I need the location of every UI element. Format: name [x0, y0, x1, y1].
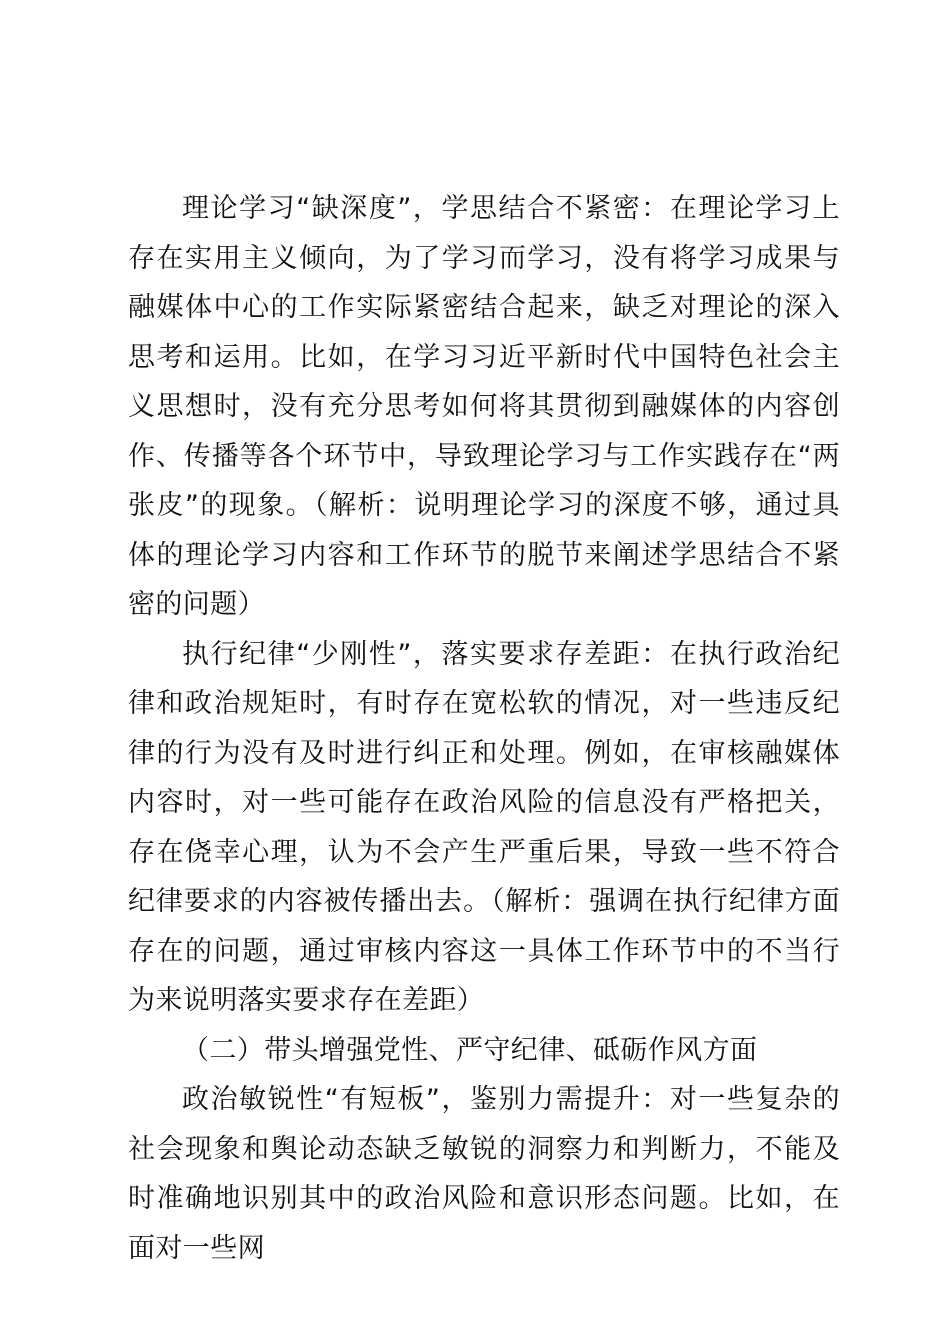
section-heading: （二）带头增强党性、严守纪律、砥砺作风方面 — [182, 1034, 758, 1066]
document-body — [128, 184, 840, 1273]
paragraph-discipline: 执行纪律“少刚性”，落实要求存差距：在执行政治纪律和政治规矩时，有时存在宽松软的情况，对一些违反纪律的行为没有及时进行纠正和处理。例如，在审核融媒体内容时，对一些可能存在政治风险的信息没有严格把关，存在侥幸心理，认为不会产生严重后果，导致一些不符合纪律要求的内容被传播出去。（解析：强调在执行纪律方面存在的问题，通过审核内容这一具体工作环节中的不当行为来说明落实要求存在差距） — [128, 638, 840, 1016]
paragraph-theory-study: 理论学习“缺深度”，学思结合不紧密：在理论学习上存在实用主义倾向，为了学习而学习，没有将学习成果与融媒体中心的工作实际紧密结合起来，缺乏对理论的深入思考和运用。比如，在学习习近平新时代中国特色社会主义思想时，没有充分思考如何将其贯彻到融媒体的内容创作、传播等各个环节中，导致理论学习与工作实践存在“两张皮”的现象。（解析：说明理论学习的深度不够，通过具体的理论学习内容和工作环节的脱节来阐述学思结合不紧密的问题） — [128, 193, 840, 620]
paragraph-political-sensitivity: 政治敏锐性“有短板”，鉴别力需提升：对一些复杂的社会现象和舆论动态缺乏敏锐的洞察力和判断力，不能及时准确地识别其中的政治风险和意识形态问题。比如，在面对一些网 — [128, 1084, 840, 1264]
